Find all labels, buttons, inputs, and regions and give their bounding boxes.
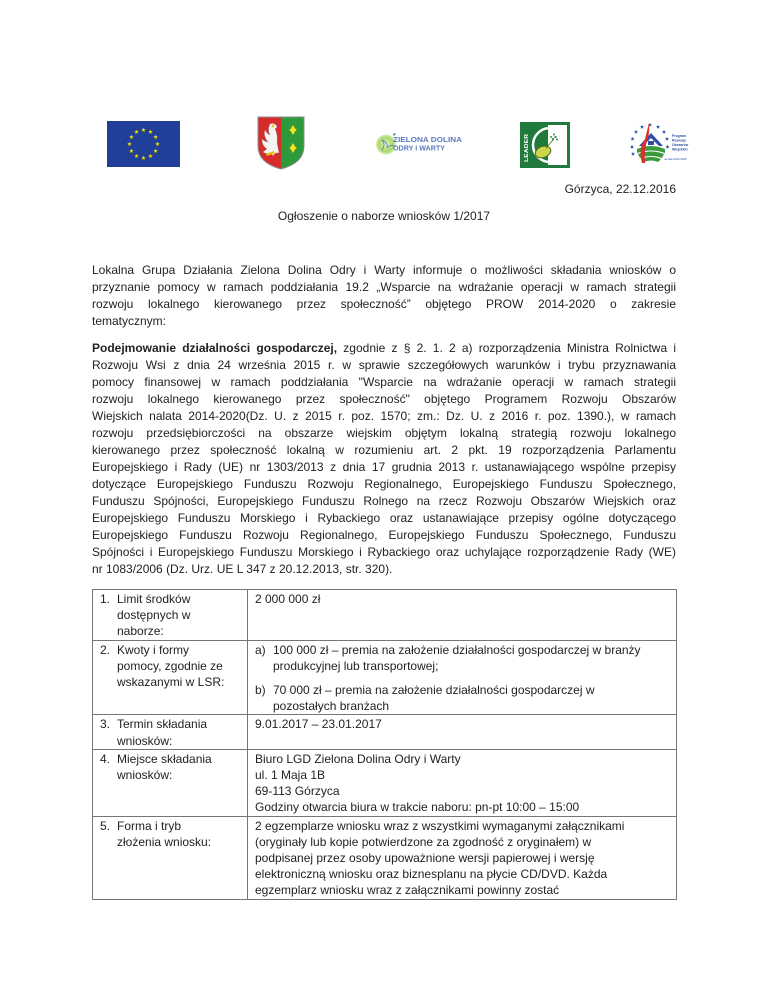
value-line: podpisanej przez osoby upoważnione wersji papierowej i wersję xyxy=(255,851,595,866)
scope-first-line-rest: zgodnie z § 2. 1. 2 a) rozporządzenia Ministra Rolnictwa i xyxy=(337,341,677,355)
value-line: 70 000 zł – premia na założenie działalności gospodarczej w xyxy=(273,683,595,698)
row-label-cell xyxy=(93,715,248,749)
row-number: 2. xyxy=(100,642,111,657)
eu-flag-logo xyxy=(107,121,180,167)
value-line: 100 000 zł – premia na założenie działalności gospodarczej w branży xyxy=(273,642,641,657)
prow-text-line3: Obszarów xyxy=(672,143,689,147)
list-item xyxy=(255,642,672,674)
paragraph-line: Funduszu Spójności, Europejskiego Funduszu Rolnego na rzecz Rozwoju Obszarów Wiejskich oraz xyxy=(92,494,676,508)
coat-of-arms-logo xyxy=(257,116,305,170)
value-line: 2 000 000 zł xyxy=(255,592,321,606)
paragraph-line: Europejskiego i Rady (UE) nr 1303/2013 z dnia 17 grudnia 2013 r. ustanawiającego wspólne przepisy xyxy=(92,460,676,474)
row-value-cell xyxy=(248,640,677,715)
value-line: Godziny otwarcia biura w trakcie naboru: pn-pt 10:00 – 15:00 xyxy=(255,800,580,815)
label-line: pomocy, zgodnie ze xyxy=(117,658,223,673)
paragraph-line: Rozwoju Wsi z dnia 24 września 2015 r. w sprawie szczegółowych warunków i trybu przyznawania xyxy=(92,358,676,372)
row-label-cell xyxy=(93,749,248,816)
row-label-cell xyxy=(93,590,248,641)
scope-bold-lead: Podejmowanie działalności gospodarczej, xyxy=(92,341,338,355)
label-line: Miejsce składania xyxy=(117,751,212,766)
prow-logo xyxy=(628,120,692,166)
paragraph-line: Europejskiego Funduszu Rozwoju Regionalnego, Europejskiego Funduszu Społecznego, Funduszu xyxy=(92,528,676,542)
label-line: wniosków: xyxy=(117,733,173,748)
row-value-cell xyxy=(248,749,677,816)
label-line: wniosków: xyxy=(117,768,173,783)
zielona-dolina-line2: ODRY I WARTY xyxy=(393,145,446,153)
place-and-date: Górzyca, 22.12.2016 xyxy=(564,182,676,196)
value-line: egzemplarz wniosku wraz z załącznikami powinny zostać xyxy=(255,883,560,898)
label-line: naborze: xyxy=(117,624,164,639)
value-line: pozostałych branżach xyxy=(273,699,390,714)
label-line: Forma i tryb xyxy=(117,818,182,833)
value-line: 9.01.2017 – 23.01.2017 xyxy=(255,717,382,732)
scope-paragraph xyxy=(92,340,676,578)
row-number: 1. xyxy=(100,592,111,606)
row-label-cell xyxy=(93,640,248,715)
value-line: 69-113 Górzyca xyxy=(255,784,340,799)
intro-paragraph xyxy=(92,262,676,330)
prow-subtitle: na lata 2014-2020 xyxy=(664,157,687,161)
row-value-cell xyxy=(248,715,677,749)
call-details-table xyxy=(92,589,677,900)
table-row-amounts xyxy=(93,640,677,715)
paragraph-line: przyznanie pomocy w ramach poddziałania 19.2 „Wsparcie na wdrażanie operacji w ramach strategii xyxy=(92,280,676,294)
paragraph-line xyxy=(92,340,676,357)
prow-text-line1: Program xyxy=(672,134,686,138)
zielona-dolina-line1: ZIELONA DOLINA xyxy=(393,137,462,144)
paragraph-line: nr 1083/2006 (Dz. Urz. UE L 347 z 20.12.2013, str. 320). xyxy=(92,562,393,576)
paragraph-line: Spójności i Europejskiego Funduszu Morskiego i Rybackiego oraz uchylające rozporządzenie Rady (WE) xyxy=(92,545,676,559)
paragraph-line: rozwoju przedsiębiorczości na obszarze wiejskim objętym lokalną strategią rozwoju lokalnego xyxy=(92,426,676,440)
paragraph-line: pomocy finansowej w ramach poddziałania "Wsparcie na wdrażanie operacji w ramach strategii xyxy=(92,375,676,389)
value-line: (oryginały lub kopie potwierdzone za zgodność z oryginałem) w xyxy=(255,834,592,849)
leader-logo xyxy=(520,122,570,168)
row-number: 5. xyxy=(100,818,111,833)
label-line: złożenia wniosku: xyxy=(117,834,212,849)
value-line: produkcyjnej lub transportowej; xyxy=(273,658,439,673)
label-line: wskazanymi w LSR: xyxy=(117,675,225,690)
leader-text: LEADER xyxy=(524,139,530,162)
paragraph-line: tematycznym: xyxy=(92,314,167,328)
table-row-deadline xyxy=(93,715,677,749)
list-marker: b) xyxy=(255,683,266,698)
paragraph-line: rozwoju lokalnego kierowanego przez społeczność” objętego PROW 2014-2020 o zakresie xyxy=(92,297,676,311)
value-line: elektroniczną wniosku oraz biznesplanu na płycie CD/DVD. Każda xyxy=(255,867,608,882)
prow-text-line4: Wiejskich xyxy=(672,147,688,152)
value-line: 2 egzemplarze wniosku wraz z wszystkimi wymaganymi załącznikami xyxy=(255,818,625,833)
zielona-dolina-logo xyxy=(376,132,464,156)
value-line: ul. 1 Maja 1B xyxy=(255,768,326,783)
announcement-title: Ogłoszenie o naborze wniosków 1/2017 xyxy=(277,209,491,223)
table-row-funds-limit xyxy=(93,590,677,641)
row-number: 4. xyxy=(100,751,111,766)
paragraph-line: kierowanego przez społeczność lokalną w rozumieniu art. 2 pkt. 19 rozporządzenia Parlamentu xyxy=(92,443,676,457)
row-label-cell xyxy=(93,816,248,899)
paragraph-line: Europejskiego Funduszu Morskiego i Rybackiego oraz ustanawiające przepisy ogólne dotyczącego xyxy=(92,511,676,525)
paragraph-line: rozwoju lokalnego kierowanego przez społeczność" objętego Programem Rozwoju Obszarów xyxy=(92,392,676,406)
list-item xyxy=(255,682,672,714)
paragraph-line: Lokalna Grupa Działania Zielona Dolina Odry i Warty informuje o możliwości składania wniosków o xyxy=(92,263,676,277)
table-row-place xyxy=(93,749,677,816)
value-line: Biuro LGD Zielona Dolina Odry i Warty xyxy=(255,751,461,766)
paragraph-line: Wiejskich nalata 2014-2020(Dz. U. z 2015 r. poz. 1570; zm.: Dz. U. z 2016 r. poz. 1390.), w ramach xyxy=(92,409,676,423)
label-line: Kwoty i formy xyxy=(117,642,190,657)
table-row-submission-form xyxy=(93,816,677,899)
label-line: Termin składania xyxy=(117,717,208,732)
row-number: 3. xyxy=(100,717,111,732)
row-value-cell xyxy=(248,590,677,641)
paragraph-line: dotyczące Europejskiego Funduszu Rozwoju Regionalnego, Europejskiego Funduszu Społecznego, xyxy=(92,477,676,491)
label-line: Limit środków xyxy=(117,592,191,606)
label-line: dostępnych w xyxy=(117,608,191,623)
prow-text-line2: Rozwoju xyxy=(672,138,686,143)
row-value-cell xyxy=(248,816,677,899)
list-marker: a) xyxy=(255,642,266,657)
